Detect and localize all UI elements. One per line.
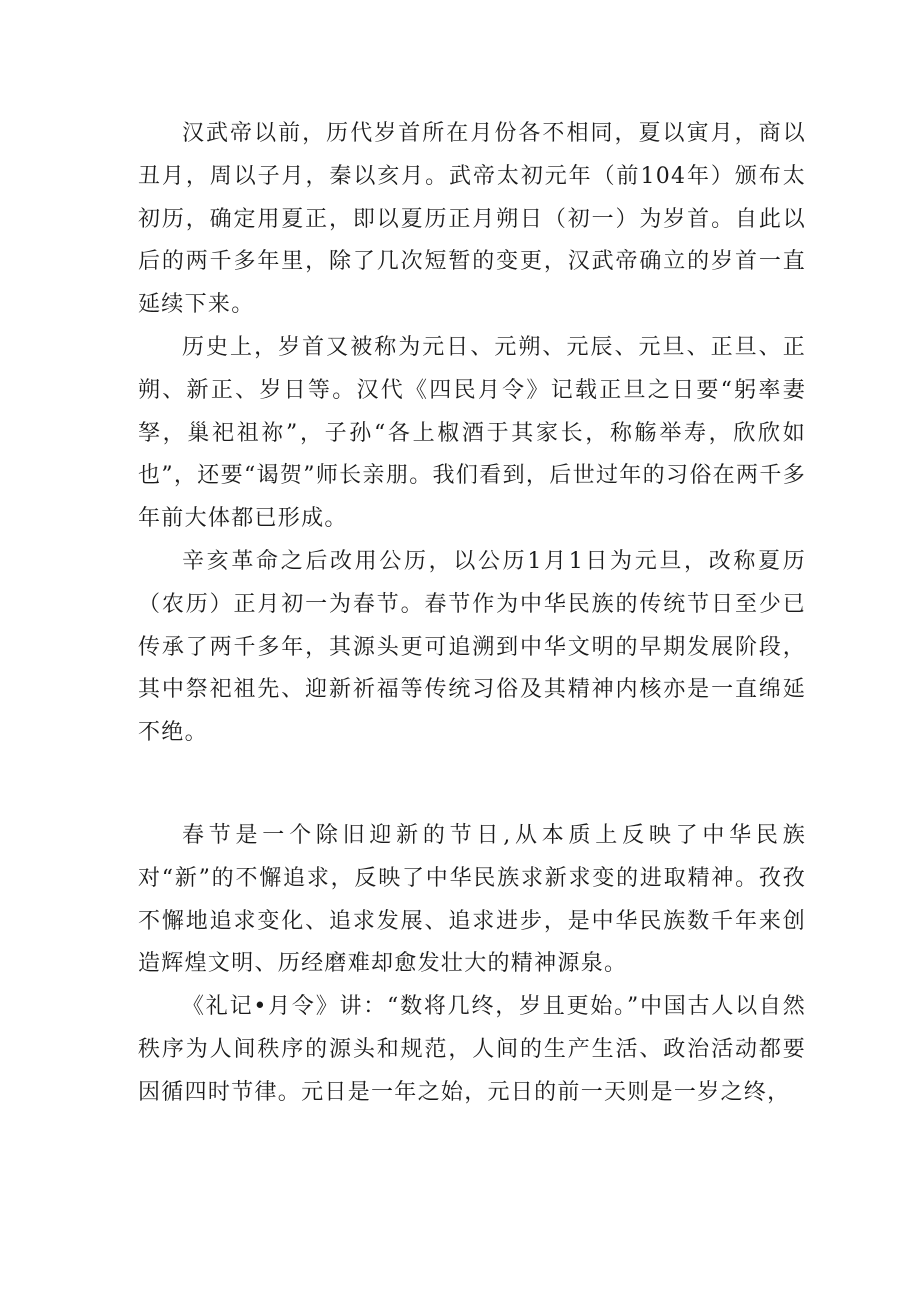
paragraph-1: 汉武帝以前，历代岁首所在月份各不相同，夏以寅月，商以丑月，周以子月，秦以亥月。武帝太初元年（前104年）颁布太初历，确定用夏正，即以夏历正月朔日（初一）为岁首。自此以后的两千多年里，除了几次短暂的变更，汉武帝确立的岁首一直延续下来。 <box>138 121 806 318</box>
paragraph-3: 辛亥革命之后改用公历，以公历1月1日为元旦，改称夏历（农历）正月初一为春节。春节作为中华民族的传统节日至少已传承了两千多年，其源头更可追溯到中华文明的早期发展阶段，其中祭祀祖先、迎新祈福等传统习俗及其精神内核亦是一直绵延不绝。 <box>138 548 806 746</box>
document-body <box>138 113 806 1115</box>
section-gap <box>138 755 806 815</box>
paragraph-4: 春节是一个除旧迎新的节日,从本质上反映了中华民族对“新”的不懈追求，反映了中华民族求新求变的进取精神。孜孜不懈地追求变化、追求发展、追求进步，是中华民族数千年来创造辉煌文明、历经磨难却愈发壮大的精神源泉。 <box>138 822 806 977</box>
paragraph-2: 历史上，岁首又被称为元日、元朔、元辰、元旦、正旦、正朔、新正、岁日等。汉代《四民月令》记载正旦之日要“躬率妻孥，巢祀祖祢”，子孙“各上椒酒于其家长，称觞举寿，欣欣如也”，还要“谒贺”师长亲朋。我们看到，后世过年的习俗在两千多年前大体都已形成。 <box>138 334 806 532</box>
paragraph-5: 《礼记•月令》讲：“数将几终，岁且更始。”中国古人以自然秩序为人间秩序的源头和规范，人间的生产生活、政治活动都要因循四时节律。元日是一年之始，元日的前一天则是一岁之终， <box>138 994 806 1105</box>
